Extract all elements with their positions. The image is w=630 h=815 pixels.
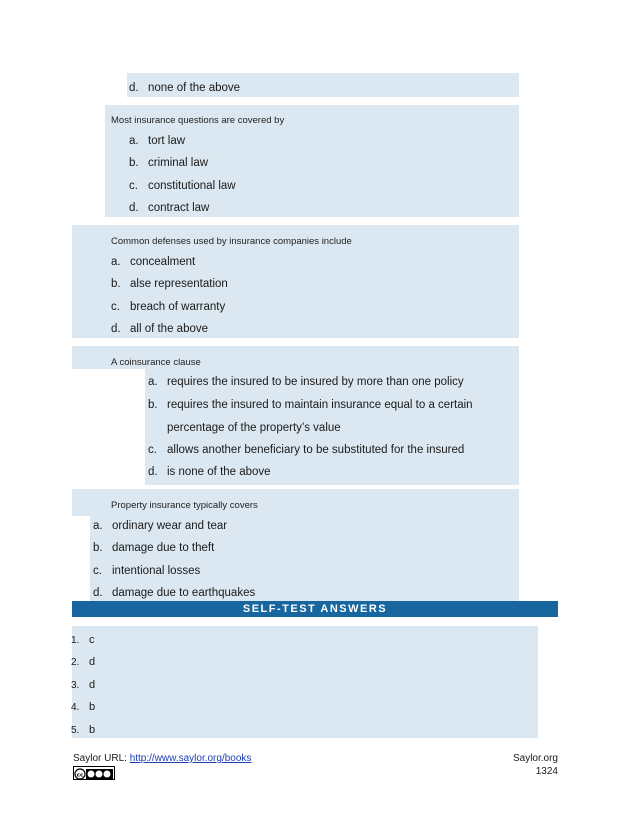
option-b: b. criminal law	[129, 157, 209, 169]
block-answers	[72, 626, 538, 738]
self-test-answers-header: SELF-TEST ANSWERS	[72, 601, 558, 617]
question-prompt: Common defenses used by insurance companies include	[111, 236, 352, 247]
option-d: d. all of the above	[111, 323, 209, 335]
question-prompt: Most insurance questions are covered by	[111, 115, 285, 126]
option-d: d. none of the above	[129, 82, 241, 94]
option-a: a. concealment	[111, 256, 196, 268]
option-a: a. requires the insured to be insured by more than one policy	[148, 376, 464, 388]
footer-url-label: Saylor URL:	[73, 753, 130, 764]
answer-item: 5. b	[71, 724, 96, 736]
answer-item: 2. d	[71, 656, 96, 668]
saylor-books-link[interactable]: http://www.saylor.org/books	[129, 753, 252, 764]
option-c: c. intentional losses	[93, 565, 201, 577]
option-c: c. allows another beneficiary to be substituted for the insured	[148, 444, 465, 456]
answer-item: 3. d	[71, 679, 96, 691]
option-b-continuation: percentage of the property’s value	[167, 422, 341, 434]
option-a: a. tort law	[129, 135, 186, 147]
question-prompt: A coinsurance clause	[111, 357, 201, 368]
option-b: b. damage due to theft	[93, 542, 215, 554]
creative-commons-icon	[73, 766, 115, 780]
footer-source	[73, 753, 251, 764]
page-number: 1324	[535, 766, 558, 777]
footer-org: Saylor.org	[512, 753, 558, 764]
option-c: c. breach of warranty	[111, 301, 226, 313]
option-d: d. is none of the above	[148, 466, 271, 478]
option-c: c. constitutional law	[129, 180, 236, 192]
option-b: b. alse representation	[111, 278, 228, 290]
answer-item: 1. c	[71, 634, 95, 646]
svg-text:cc: cc	[76, 772, 84, 779]
option-b: b. requires the insured to maintain insurance equal to a certain	[148, 399, 473, 411]
option-d: d. contract law	[129, 202, 210, 214]
answer-item: 4. b	[71, 701, 96, 713]
question-prompt: Property insurance typically covers	[111, 500, 258, 511]
option-a: a. ordinary wear and tear	[93, 520, 228, 532]
option-d: d. damage due to earthquakes	[93, 587, 256, 599]
